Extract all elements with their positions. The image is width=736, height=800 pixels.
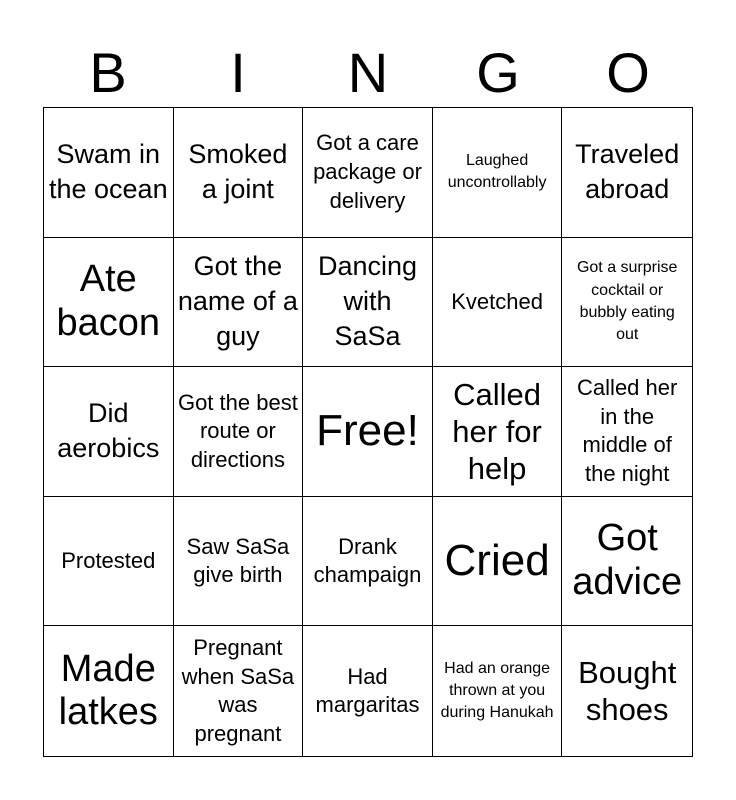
bingo-cell[interactable] xyxy=(44,626,174,756)
cell-text: Got the name of a guy xyxy=(177,251,298,352)
cell-text: Protested xyxy=(61,547,156,573)
cell-text: Had an orange thrown at you during Hanukah xyxy=(440,659,554,722)
cell-text: Bought shoes xyxy=(578,655,677,728)
bingo-cell[interactable] xyxy=(562,626,692,756)
free-space-cell[interactable] xyxy=(303,367,433,497)
cell-text: Pregnant when SaSa was pregnant xyxy=(181,635,295,746)
bingo-cell[interactable] xyxy=(174,497,304,627)
bingo-cell[interactable] xyxy=(44,238,174,368)
bingo-cell[interactable] xyxy=(174,238,304,368)
bingo-cell[interactable] xyxy=(303,238,433,368)
bingo-cell[interactable] xyxy=(303,497,433,627)
header-letter-b: B xyxy=(89,41,127,104)
cell-text: Traveled abroad xyxy=(575,139,680,205)
cell-text: Called her in the middle of the night xyxy=(577,375,678,487)
bingo-header xyxy=(43,40,693,106)
bingo-cell[interactable] xyxy=(44,108,174,238)
header-letter-g: G xyxy=(476,41,520,104)
cell-text: Kvetched xyxy=(451,288,543,314)
bingo-cell[interactable] xyxy=(562,497,692,627)
cell-text: Got the best route or directions xyxy=(177,389,298,472)
bingo-cell[interactable] xyxy=(562,367,692,497)
cell-text: Laughed uncontrollably xyxy=(447,151,547,192)
cell-text: Drank champaign xyxy=(313,533,422,588)
cell-text: Smoked a joint xyxy=(188,139,288,205)
cell-text: Saw SaSa give birth xyxy=(186,533,290,588)
cell-text: Did aerobics xyxy=(57,398,160,464)
cell-text: Got a care package or delivery xyxy=(313,130,422,213)
bingo-cell[interactable] xyxy=(433,108,563,238)
bingo-board xyxy=(43,107,693,757)
free-space-text: Free! xyxy=(316,406,419,456)
bingo-cell[interactable] xyxy=(433,497,563,627)
cell-text: Ate bacon xyxy=(56,258,161,344)
bingo-cell[interactable] xyxy=(174,367,304,497)
bingo-cell[interactable] xyxy=(174,626,304,756)
bingo-cell[interactable] xyxy=(44,497,174,627)
cell-text: Cried xyxy=(444,535,550,585)
header-letter-o: O xyxy=(606,41,650,104)
bingo-cell[interactable] xyxy=(433,238,563,368)
cell-text: Swam in the ocean xyxy=(48,139,168,205)
bingo-cell[interactable] xyxy=(303,108,433,238)
bingo-cell[interactable] xyxy=(562,238,692,368)
header-letter-n: N xyxy=(347,41,389,104)
cell-text: Dancing with SaSa xyxy=(317,251,418,352)
bingo-cell[interactable] xyxy=(44,367,174,497)
cell-text: Made latkes xyxy=(58,647,158,734)
header-letter-i: I xyxy=(230,41,246,104)
cell-text: Had margaritas xyxy=(315,663,420,718)
cell-text: Called her for help xyxy=(452,376,542,487)
bingo-cell[interactable] xyxy=(174,108,304,238)
bingo-cell[interactable] xyxy=(433,626,563,756)
cell-text: Got advice xyxy=(572,517,683,604)
bingo-cell[interactable] xyxy=(433,367,563,497)
cell-text: Got a surprise cocktail or bubbly eating out xyxy=(576,259,678,344)
bingo-cell[interactable] xyxy=(562,108,692,238)
bingo-cell[interactable] xyxy=(303,626,433,756)
